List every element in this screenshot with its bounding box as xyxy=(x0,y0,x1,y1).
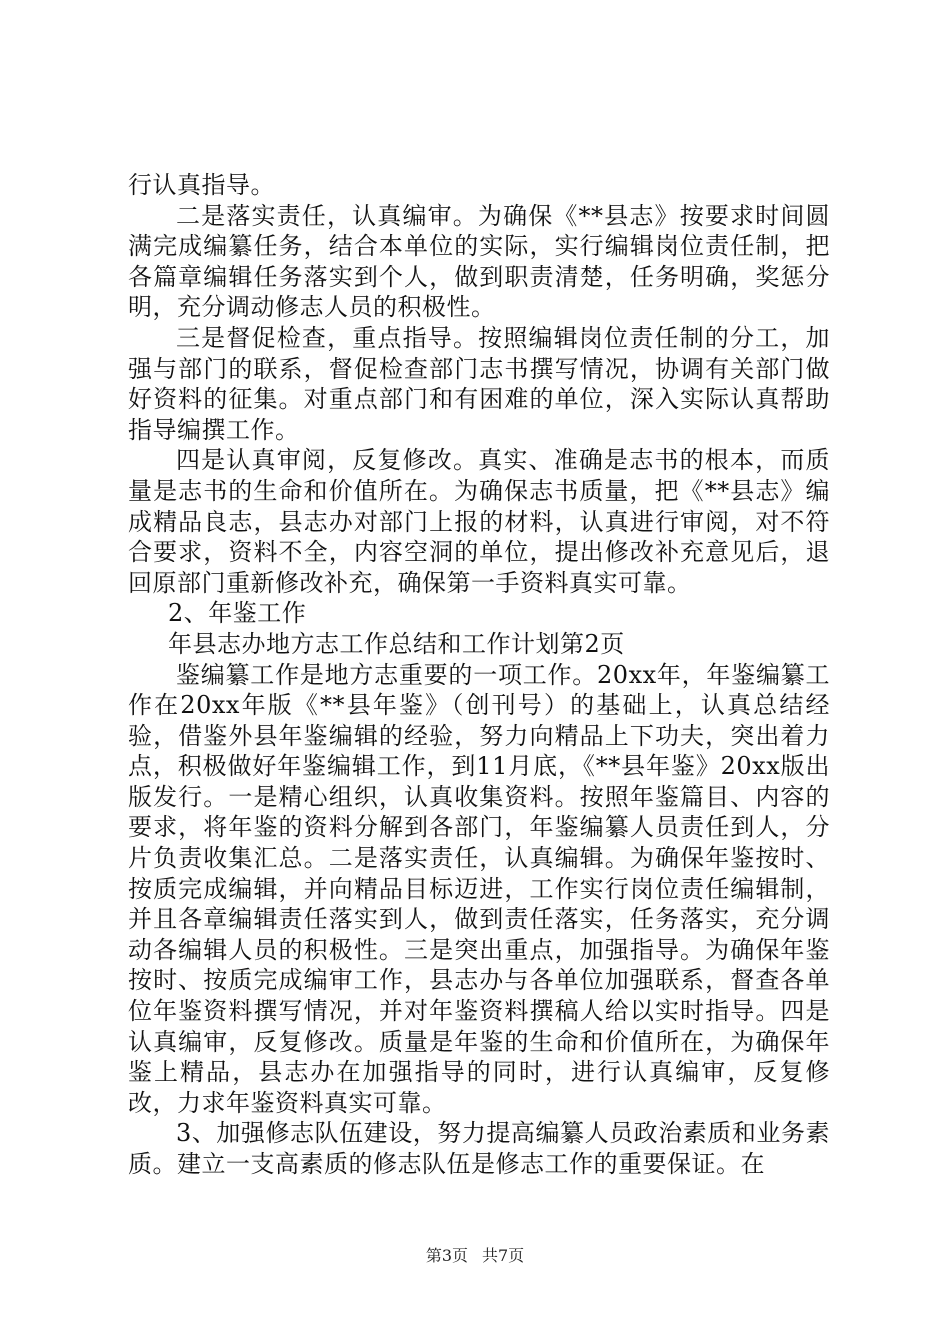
page-number: 第3页 xyxy=(425,1246,468,1265)
paragraph-review-revise: 四是认真审阅，反复修改。真实、准确是志书的根本，而质量是志书的生命和价值所在。为确保志书质量，把《**县志》编成精品良志，县志办对部门上报的材料，认真进行审阅，对不符合要求，资料不全，内容空洞的单位，提出修改补充意见后，退回原部门重新修改补充，确保第一手资料真实可靠。 xyxy=(128,446,830,597)
document-body xyxy=(128,170,830,1180)
paragraph-continuation: 行认真指导。 xyxy=(128,171,275,199)
section-heading-yearbook: 2、年鉴工作 xyxy=(168,599,307,628)
page-footer xyxy=(0,1243,950,1266)
paragraph-team-building: 3、加强修志队伍建设，努力提高编纂人员政治素质和业务素质。建立一支高素质的修志队伍是修志工作的重要保证。在 xyxy=(128,1119,830,1178)
paragraph-implement-responsibility: 二是落实责任，认真编审。为确保《**县志》按要求时间圆满完成编纂任务，结合本单位的实际，实行编辑岗位责任制，把各篇章编辑任务落实到个人，做到职责清楚，任务明确，奖惩分明，充分调动修志人员的积极性。 xyxy=(128,201,830,322)
paragraph-yearbook-work: 鉴编纂工作是地方志重要的一项工作。20xx年，年鉴编纂工作在20xx年版《**县年鉴》（创刊号）的基础上，认真总结经验，借鉴外县年鉴编辑的经验，努力向精品上下功夫，突出着力点，积极做好年鉴编辑工作，到11月底，《**县年鉴》20xx版出版发行。一是精心组织，认真收集资料。按照年鉴篇目、内容的要求，将年鉴的资料分解到各部门，年鉴编纂人员责任到人，分片负责收集汇总。二是落实责任，认真编辑。为确保年鉴按时、按质完成编辑，并向精品目标迈进，工作实行岗位责任编辑制，并且各章编辑责任落实到人，做到责任落实，任务落实，充分调动各编辑人员的积极性。三是突出重点，加强指导。为确保年鉴按时、按质完成编审工作，县志办与各单位加强联系，督查各单位年鉴资料撰写情况，并对年鉴资料撰稿人给以实时指导。四是认真编审，反复修改。质量是年鉴的生命和价值所在，为确保年鉴上精品，县志办在加强指导的同时，进行认真编审，反复修改，力求年鉴资料真实可靠。 xyxy=(128,660,830,1117)
page-total: 共7页 xyxy=(482,1246,525,1265)
page-running-title: 年县志办地方志工作总结和工作计划第2页 xyxy=(168,629,625,658)
paragraph-supervise-inspect: 三是督促检查，重点指导。按照编辑岗位责任制的分工，加强与部门的联系，督促检查部门志书撰写情况，协调有关部门做好资料的征集。对重点部门和有困难的单位，深入实际认真帮助指导编撰工作。 xyxy=(128,323,830,444)
